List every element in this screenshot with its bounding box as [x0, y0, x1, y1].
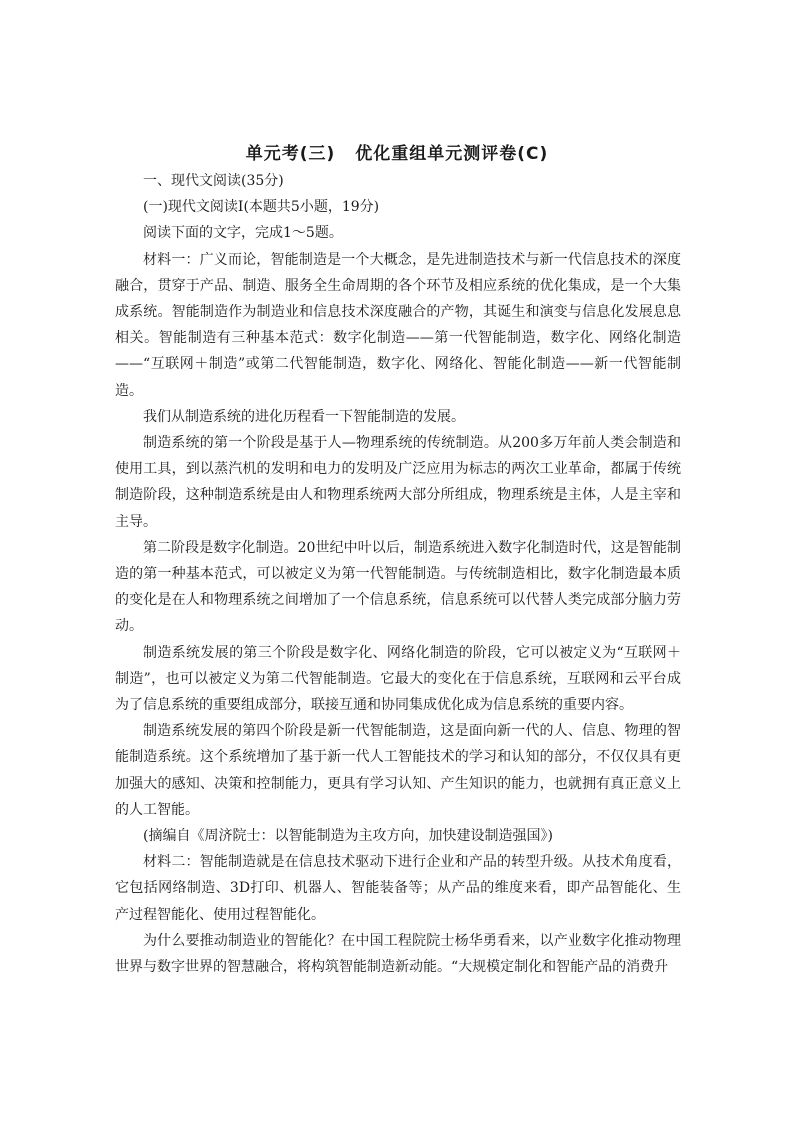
section-heading: 一、现代文阅读(35分) — [143, 173, 284, 189]
source-citation: (摘编自《周济院士：以智能制造为主攻方向，加快建设制造强国》) — [143, 828, 553, 845]
paragraph-material-two: 材料二：智能制造就是在信息技术驱动下进行企业和产品的转型升级。从技术角度看，它包括网络制造、3D打印、机器人、智能装备等；从产品的维度来看，即产品智能化、生产过程智能化、使用过程智能化。 — [115, 854, 681, 923]
instruction-text: 阅读下面的文字，完成1～5题。 — [143, 225, 343, 242]
title-test-name: 优化重组单元测评卷(C) — [355, 144, 549, 164]
paragraph: 我们从制造系统的进化历程看一下智能制造的发展。 — [143, 408, 465, 425]
paragraph: 第二阶段是数字化制造。20世纪中叶以后，制造系统进入数字化制造时代，这是智能制造的第一种基本范式，可以被定义为第一代智能制造。与传统制造相比，数字化制造最本质的变化是在人和物理系统之间增加了一个信息系统，信息系统可以代替人类完成部分脑力劳动。 — [115, 539, 681, 635]
subsection-heading: (一)现代文阅读Ⅰ(本题共5小题，19分) — [143, 199, 380, 216]
paragraph-material-one: 材料一：广义而论，智能制造是一个大概念，是先进制造技术与新一代信息技术的深度融合，贯穿于产品、制造、服务全生命周期的各个环节及相应系统的优化集成，是一个大集成系统。智能制造作为制造业和信息技术深度融合的产物，其诞生和演变与信息化发展息息相关。智能制造有三种基本范式：数字化制造——第一代智能制造，数字化、网络化制造——“互联网＋制造”或第二代智能制造，数字化、网络化、智能化制造——新一代智能制造。 — [115, 251, 681, 399]
paragraph: 为什么要推动制造业的智能化？在中国工程院院士杨华勇看来，以产业数字化推动物理世界与数字世界的智慧融合，将构筑智能制造新动能。“大规模定制化和智能产品的消费升 — [115, 932, 681, 976]
title-unit: 单元考(三) — [245, 144, 336, 164]
paragraph: 制造系统发展的第四个阶段是新一代智能制造，这是面向新一代的人、信息、物理的智能制造系统。这个系统增加了基于新一代人工智能技术的学习和认知的部分，不仅仅具有更加强大的感知、决策和控制能力，更具有学习认知、产生知识的能力，也就拥有真正意义上的人工智能。 — [115, 723, 681, 818]
paragraph: 制造系统的第一个阶段是基于人—物理系统的传统制造。从200多万年前人类会制造和使用工具，到以蒸汽机的发明和电力的发明及广泛应用为标志的两次工业革命，都属于传统制造阶段，这种制造系统是由人和物理系统两大部分所组成，物理系统是主体，人是主宰和主导。 — [115, 435, 681, 530]
document-body — [115, 168, 681, 980]
page-title — [0, 139, 794, 164]
paragraph: 制造系统发展的第三个阶段是数字化、网络化制造的阶段，它可以被定义为“互联网＋制造”，也可以被定义为第二代智能制造。它最大的变化在于信息系统，互联网和云平台成为了信息系统的重要组成部分，联接互通和协同集成优化成为信息系统的重要内容。 — [115, 644, 681, 714]
